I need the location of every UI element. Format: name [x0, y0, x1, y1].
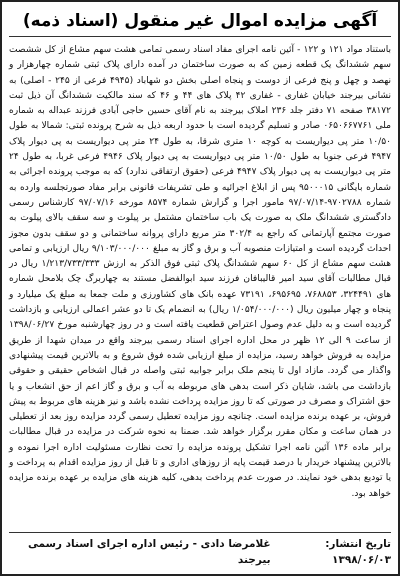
publication-date: تاریخ انتشار: ۱۳۹۸/۰۶/۰۳ [325, 538, 391, 566]
notice-title: آگهی مزایده اموال غیر منقول (اسناد ذمه) [9, 10, 391, 37]
notice-body: باستناد مواد ۱۲۱ و ۱۲۲ - آئین نامه اجرای مفاد اسناد رسمی تمامی هشت سهم مشاع از کل ششصت سهم ششدانگ یک قطعه زمین که به صورت ساختمان در آمده دارای پلاک ثبتی شماره چهارهزار و نهصد و چهل و پنج فرعی از دوست و پنجاه اصلی بخش دو شهاباد (۴۹۴۵ فرعی از ۲۴۵ - اصلی) به نشانی بیرجند خیابان غفاری - غفاری ۴۲ پلاک های ۴۴ و ۴۶ که سند مالکیت ششدانگ آن ذیل ثبت ۳۸۱۷۲ صفحه ۷۱ دفتر جلد ۲۳۶ املاک بیرجند به نام آقای حسین حاجی آبادی فرزند عبداله به شماره ملی ۰۶۵۰۶۶۷۷۶۱ صادر و تسلیم گردیده است با حدود اربعه ذیل به شرح پرونده ثبتی: شمالا به طول ۱۰/۵۰ متر پی دیواریست به کوچه ۱۰ متری شرقا، به طول ۲۴ متر پی دیواریست به پی دیوار پلاک ۴۹۴۷ فرعی جنوبا به طول ۱۰/۵۰ متر پی دیواریست به پی دیوار پلاک ۴۹۴۶ فرعی غربا، به طول ۲۴ متر پی دیواریست به پی دیوار پلاک ۴۹۴۷ فرعی (حقوق ارتفاقی ندارد) که به موجب پرونده اجرائی به شماره بایگانی ۹۵۰۰۰۱۵ پس از ابلاغ اجرائیه و طی تشریفات قانونی برابر مفاد صورتجلسه وارده به شماره ۹۷۰۲۷۸۸-۹۷/۰۷/۱۴ مامور اجرا و گزارش شماره ۸۵۷۴ مورخه ۹۷/۰۷/۱۶ کارشناس رسمی دادگستری ششدانگ ملک به صورت یک باب ساختمان مشتمل بر پیلوت و سه سقف بالای پیلوت به صورت مجتمع آپارتمانی که راجع به ۳۰۲/۴ متر مربع دارای پروانه ساختمانی و دو سقف بدون مجوز احداث گردیده است و امتیازات منصوبه آب و برق و گاز به مبلغ ۹/۱۰۳/۰۰۰/۰۰۰ ریال ارزیابی و تمامی هشت سهم مشاع از کل ۶۰ سهم ششدانگ پلاک ثبتی فوق الذکر به ارزش ۱/۲۱۳/۷۳۳/۳۳۳ ریال در قبال مطالبات آقای سید امیر قالیبافان فرزند سید ابوالفضل مستند به چهاربرگ چک بلامحل شماره های ۳۲۴۴۹۱، ۷۶۸۸۵۳، ۶۹۵۶۹۵، ۷۳۱۹۱ عهده بانک های کشاورزی و ملت جمعا به مبلغ یک میلیارد و پنجاه و چهار میلیون ریال (۱/۰۵۴/۰۰۰/۰۰۰ ریال) به انضمام یک تا دو عشر اعمالی ارزیابی و بازداشت گردیده است و به دلیل عدم وصول اعتراض قطعیت یافته است و در روز چهارشنبه مورخ ۱۳۹۸/۰۶/۲۷ از ساعت ۹ الی ۱۲ ظهر در محل اداره اجرای اسناد رسمی بیرجند واقع در میدان شهدا از طریق مزایده به فروش خواهد رسید، مزایده از مبلغ ارزیابی شده فوق شروع و به بالاترین قیمت پیشنهادی واگذار می گردد. مازاد اول تا پنجم ملک برابر جوابیه ثبتی واصله در قبال اشخاص حقیقی و حقوقی بازداشت می باشد، شایان ذکر است بدهی های مربوطه به آب و برق و گاز اعم از حق انشعاب و یا حق اشتراک و مصرف در صورتی که تا روز مزایده پرداخت نشده باشد و نیز هزینه های مربوط به پیش فروش، بر عهده برنده مزایده است. چنانچه روز مزایده تعطیل رسمی گردد مزایده روز بعد از تعطیلی در همان ساعت و مکان مقرر برگزار خواهد شد. ضمنا به نحوه شرکت در مزایده در قبال مطالبات برابر ماده ۱۳۶ آئین نامه اجرا تشکیل پرونده مزایده را تحت نظارت مسئولیت اداره اجرا نموده و بالاترین پیشنهاد خریدار با درصد قیمت پایه از روزهای اداری و تا قبل از روز مزایده اقدام به پرداخت و یا تودیع بدهی خود نمایند. در صورت عدم پرداخت بدهی، کلیه هزینه های مزایده بر عهده برنده مزایده خواهد بود. [9, 45, 392, 499]
notice-footer [9, 532, 391, 568]
signature: غلامرضا دادی - رئیس اداره اجرای اسناد رسمی بیرجند [27, 538, 271, 566]
